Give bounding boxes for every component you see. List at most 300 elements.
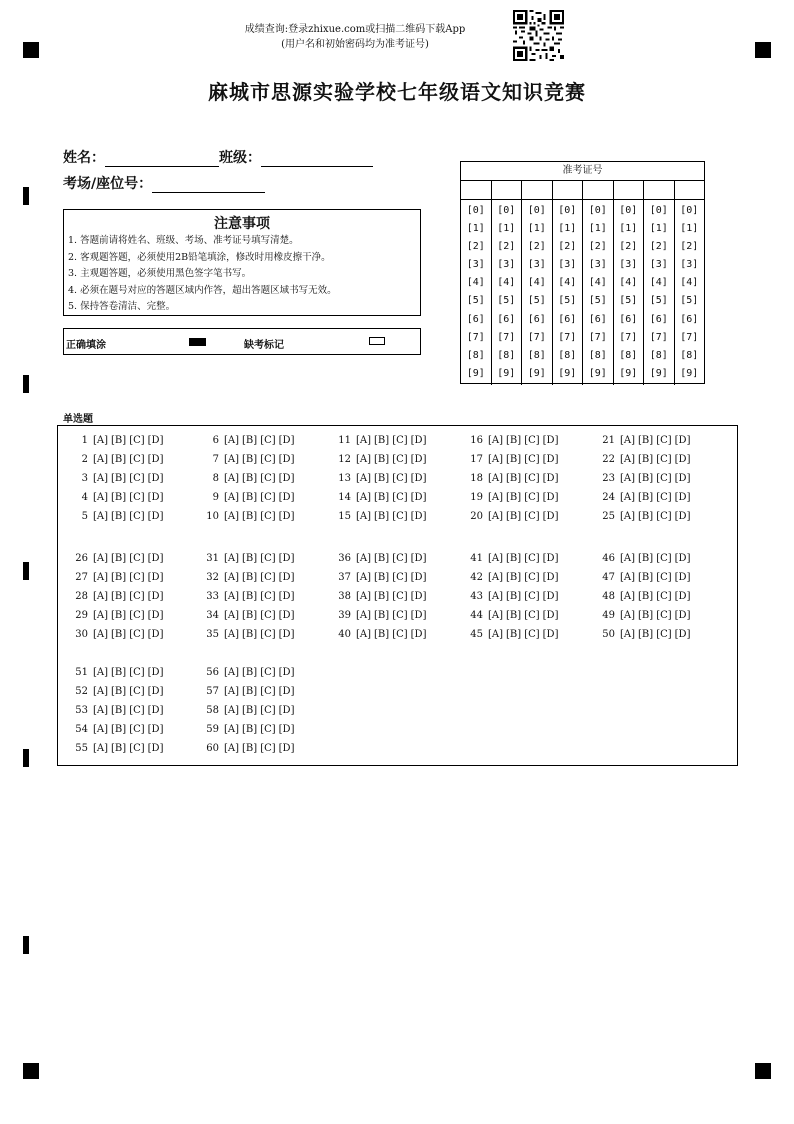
digit-bubble[interactable]: [7] — [527, 331, 546, 343]
option-bubble[interactable]: [D] — [147, 435, 164, 446]
option-bubble[interactable]: [D] — [147, 724, 164, 735]
option-bubble[interactable]: [B] — [242, 705, 258, 716]
option-bubble[interactable]: [D] — [410, 610, 427, 621]
option-bubble[interactable]: [A] — [93, 629, 109, 640]
digit-bubble[interactable]: [0] — [619, 205, 638, 216]
admission-digit-box[interactable] — [492, 181, 523, 199]
option-bubble[interactable]: [A] — [620, 454, 636, 465]
option-bubble[interactable]: [C] — [656, 591, 672, 602]
digit-bubble[interactable]: [6] — [619, 313, 638, 325]
option-bubble[interactable]: [B] — [374, 435, 390, 446]
option-bubble[interactable]: [D] — [278, 610, 295, 621]
option-bubble[interactable]: [A] — [488, 435, 504, 446]
option-bubble[interactable]: [D] — [410, 492, 427, 503]
option-bubble[interactable]: [B] — [638, 435, 654, 446]
option-bubble[interactable]: [A] — [93, 553, 109, 564]
option-bubble[interactable]: [D] — [674, 473, 691, 484]
option-bubble[interactable]: [C] — [260, 591, 276, 602]
option-bubble[interactable]: [A] — [356, 435, 372, 446]
option-bubble[interactable]: [C] — [129, 667, 145, 678]
class-field[interactable] — [261, 152, 373, 167]
option-bubble[interactable]: [C] — [392, 435, 408, 446]
digit-bubble[interactable]: [9] — [680, 367, 699, 379]
option-bubble[interactable]: [C] — [260, 667, 276, 678]
digit-bubble[interactable]: [7] — [558, 331, 577, 343]
option-bubble[interactable]: [D] — [147, 553, 164, 564]
digit-bubble[interactable]: [1] — [466, 223, 485, 235]
option-bubble[interactable]: [A] — [356, 572, 372, 583]
option-bubble[interactable]: [D] — [147, 572, 164, 583]
option-bubble[interactable]: [A] — [488, 572, 504, 583]
admission-digit-box[interactable] — [522, 181, 553, 199]
option-bubble[interactable]: [D] — [147, 610, 164, 621]
option-bubble[interactable]: [A] — [488, 610, 504, 621]
digit-bubble[interactable]: [3] — [588, 259, 607, 271]
option-bubble[interactable]: [A] — [356, 492, 372, 503]
option-bubble[interactable]: [D] — [278, 743, 295, 754]
option-bubble[interactable]: [C] — [260, 572, 276, 583]
option-bubble[interactable]: [B] — [506, 572, 522, 583]
digit-bubble[interactable]: [0] — [466, 205, 485, 216]
option-bubble[interactable]: [C] — [260, 553, 276, 564]
digit-bubble[interactable]: [1] — [527, 223, 546, 235]
option-bubble[interactable]: [D] — [410, 629, 427, 640]
option-bubble[interactable]: [B] — [506, 629, 522, 640]
option-bubble[interactable]: [C] — [656, 473, 672, 484]
option-bubble[interactable]: [A] — [224, 724, 240, 735]
option-bubble[interactable]: [C] — [260, 743, 276, 754]
option-bubble[interactable]: [B] — [638, 610, 654, 621]
option-bubble[interactable]: [B] — [374, 572, 390, 583]
option-bubble[interactable]: [B] — [374, 553, 390, 564]
option-bubble[interactable]: [C] — [129, 705, 145, 716]
digit-bubble[interactable]: [4] — [619, 277, 638, 289]
option-bubble[interactable]: [D] — [542, 591, 559, 602]
digit-bubble[interactable]: [9] — [588, 367, 607, 379]
option-bubble[interactable]: [A] — [224, 492, 240, 503]
digit-bubble[interactable]: [7] — [497, 331, 516, 343]
option-bubble[interactable]: [D] — [410, 454, 427, 465]
option-bubble[interactable]: [C] — [129, 591, 145, 602]
option-bubble[interactable]: [B] — [242, 686, 258, 697]
option-bubble[interactable]: [A] — [488, 473, 504, 484]
option-bubble[interactable]: [A] — [224, 435, 240, 446]
option-bubble[interactable]: [B] — [506, 610, 522, 621]
option-bubble[interactable]: [A] — [224, 629, 240, 640]
option-bubble[interactable]: [A] — [620, 629, 636, 640]
option-bubble[interactable]: [D] — [410, 511, 427, 522]
digit-bubble[interactable]: [2] — [466, 241, 485, 253]
option-bubble[interactable]: [A] — [93, 743, 109, 754]
option-bubble[interactable]: [B] — [111, 705, 127, 716]
digit-bubble[interactable]: [9] — [649, 367, 668, 379]
option-bubble[interactable]: [C] — [656, 572, 672, 583]
option-bubble[interactable]: [C] — [129, 454, 145, 465]
digit-bubble[interactable]: [3] — [649, 259, 668, 271]
option-bubble[interactable]: [D] — [278, 492, 295, 503]
option-bubble[interactable]: [C] — [392, 492, 408, 503]
option-bubble[interactable]: [D] — [542, 553, 559, 564]
digit-bubble[interactable]: [8] — [497, 349, 516, 361]
digit-bubble[interactable]: [5] — [649, 295, 668, 307]
option-bubble[interactable]: [D] — [147, 473, 164, 484]
option-bubble[interactable]: [A] — [224, 667, 240, 678]
seat-field[interactable] — [152, 178, 265, 193]
option-bubble[interactable]: [D] — [542, 454, 559, 465]
option-bubble[interactable]: [A] — [93, 492, 109, 503]
option-bubble[interactable]: [B] — [242, 492, 258, 503]
option-bubble[interactable]: [C] — [524, 435, 540, 446]
option-bubble[interactable]: [B] — [242, 667, 258, 678]
digit-bubble[interactable]: [8] — [466, 349, 485, 361]
option-bubble[interactable]: [A] — [356, 629, 372, 640]
option-bubble[interactable]: [A] — [488, 492, 504, 503]
qr-code-icon[interactable] — [513, 10, 564, 61]
option-bubble[interactable]: [D] — [278, 511, 295, 522]
digit-bubble[interactable]: [1] — [619, 223, 638, 235]
option-bubble[interactable]: [B] — [506, 511, 522, 522]
option-bubble[interactable]: [B] — [638, 511, 654, 522]
digit-bubble[interactable]: [6] — [497, 313, 516, 325]
option-bubble[interactable]: [D] — [278, 572, 295, 583]
digit-bubble[interactable]: [9] — [527, 367, 546, 379]
option-bubble[interactable]: [C] — [260, 629, 276, 640]
option-bubble[interactable]: [D] — [278, 686, 295, 697]
digit-bubble[interactable]: [8] — [558, 349, 577, 361]
digit-bubble[interactable]: [2] — [527, 241, 546, 253]
option-bubble[interactable]: [A] — [93, 572, 109, 583]
option-bubble[interactable]: [A] — [488, 629, 504, 640]
digit-bubble[interactable]: [7] — [649, 331, 668, 343]
option-bubble[interactable]: [D] — [410, 473, 427, 484]
option-bubble[interactable]: [A] — [488, 591, 504, 602]
option-bubble[interactable]: [A] — [224, 511, 240, 522]
option-bubble[interactable]: [D] — [147, 454, 164, 465]
digit-bubble[interactable]: [3] — [558, 259, 577, 271]
digit-bubble[interactable]: [0] — [680, 205, 699, 216]
option-bubble[interactable]: [D] — [542, 511, 559, 522]
option-bubble[interactable]: [C] — [524, 553, 540, 564]
option-bubble[interactable]: [D] — [542, 473, 559, 484]
option-bubble[interactable]: [C] — [656, 610, 672, 621]
digit-bubble[interactable]: [4] — [680, 277, 699, 289]
option-bubble[interactable]: [D] — [410, 591, 427, 602]
digit-bubble[interactable]: [7] — [466, 331, 485, 343]
option-bubble[interactable]: [B] — [242, 591, 258, 602]
admission-digit-box[interactable] — [461, 181, 492, 199]
option-bubble[interactable]: [B] — [242, 743, 258, 754]
option-bubble[interactable]: [C] — [524, 473, 540, 484]
option-bubble[interactable]: [B] — [111, 610, 127, 621]
option-bubble[interactable]: [C] — [392, 473, 408, 484]
option-bubble[interactable]: [C] — [524, 454, 540, 465]
option-bubble[interactable]: [C] — [129, 629, 145, 640]
digit-bubble[interactable]: [3] — [619, 259, 638, 271]
digit-bubble[interactable]: [8] — [649, 349, 668, 361]
option-bubble[interactable]: [D] — [147, 511, 164, 522]
option-bubble[interactable]: [A] — [93, 667, 109, 678]
option-bubble[interactable]: [D] — [542, 435, 559, 446]
digit-bubble[interactable]: [4] — [497, 277, 516, 289]
digit-bubble[interactable]: [5] — [466, 295, 485, 307]
digit-bubble[interactable]: [6] — [588, 313, 607, 325]
option-bubble[interactable]: [B] — [111, 667, 127, 678]
option-bubble[interactable]: [D] — [278, 435, 295, 446]
option-bubble[interactable]: [A] — [620, 511, 636, 522]
option-bubble[interactable]: [D] — [278, 591, 295, 602]
option-bubble[interactable]: [B] — [638, 473, 654, 484]
option-bubble[interactable]: [A] — [93, 511, 109, 522]
option-bubble[interactable]: [D] — [147, 667, 164, 678]
option-bubble[interactable]: [C] — [260, 454, 276, 465]
option-bubble[interactable]: [C] — [524, 629, 540, 640]
option-bubble[interactable]: [D] — [278, 667, 295, 678]
digit-bubble[interactable]: [5] — [527, 295, 546, 307]
option-bubble[interactable]: [D] — [674, 435, 691, 446]
digit-bubble[interactable]: [0] — [649, 205, 668, 216]
option-bubble[interactable]: [A] — [620, 473, 636, 484]
option-bubble[interactable]: [C] — [656, 553, 672, 564]
digit-bubble[interactable]: [1] — [588, 223, 607, 235]
option-bubble[interactable]: [C] — [129, 610, 145, 621]
option-bubble[interactable]: [C] — [656, 435, 672, 446]
option-bubble[interactable]: [C] — [656, 629, 672, 640]
option-bubble[interactable]: [B] — [374, 492, 390, 503]
option-bubble[interactable]: [C] — [129, 686, 145, 697]
digit-bubble[interactable]: [0] — [558, 205, 577, 216]
option-bubble[interactable]: [B] — [111, 724, 127, 735]
digit-bubble[interactable]: [9] — [558, 367, 577, 379]
digit-bubble[interactable]: [4] — [649, 277, 668, 289]
option-bubble[interactable]: [B] — [111, 629, 127, 640]
option-bubble[interactable]: [A] — [224, 686, 240, 697]
option-bubble[interactable]: [A] — [620, 591, 636, 602]
digit-bubble[interactable]: [3] — [680, 259, 699, 271]
option-bubble[interactable]: [A] — [224, 591, 240, 602]
option-bubble[interactable]: [D] — [542, 572, 559, 583]
absent-mark-box[interactable] — [369, 337, 385, 345]
digit-bubble[interactable]: [5] — [619, 295, 638, 307]
option-bubble[interactable]: [D] — [278, 724, 295, 735]
option-bubble[interactable]: [D] — [278, 705, 295, 716]
option-bubble[interactable]: [B] — [242, 724, 258, 735]
digit-bubble[interactable]: [0] — [527, 205, 546, 216]
digit-bubble[interactable]: [9] — [619, 367, 638, 379]
option-bubble[interactable]: [A] — [356, 610, 372, 621]
option-bubble[interactable]: [B] — [111, 572, 127, 583]
option-bubble[interactable]: [C] — [260, 435, 276, 446]
option-bubble[interactable]: [A] — [93, 473, 109, 484]
option-bubble[interactable]: [D] — [147, 705, 164, 716]
option-bubble[interactable]: [A] — [93, 454, 109, 465]
option-bubble[interactable]: [A] — [620, 492, 636, 503]
admission-digit-box[interactable] — [644, 181, 675, 199]
option-bubble[interactable]: [A] — [224, 610, 240, 621]
option-bubble[interactable]: [D] — [674, 454, 691, 465]
option-bubble[interactable]: [A] — [93, 724, 109, 735]
option-bubble[interactable]: [A] — [224, 473, 240, 484]
option-bubble[interactable]: [B] — [111, 473, 127, 484]
admission-digit-box[interactable] — [553, 181, 584, 199]
digit-bubble[interactable]: [5] — [497, 295, 516, 307]
option-bubble[interactable]: [A] — [620, 553, 636, 564]
digit-bubble[interactable]: [2] — [649, 241, 668, 253]
option-bubble[interactable]: [C] — [656, 511, 672, 522]
option-bubble[interactable]: [C] — [260, 473, 276, 484]
option-bubble[interactable]: [D] — [674, 629, 691, 640]
option-bubble[interactable]: [C] — [260, 492, 276, 503]
option-bubble[interactable]: [A] — [620, 435, 636, 446]
option-bubble[interactable]: [C] — [524, 511, 540, 522]
option-bubble[interactable]: [D] — [410, 572, 427, 583]
option-bubble[interactable]: [B] — [638, 454, 654, 465]
option-bubble[interactable]: [A] — [224, 743, 240, 754]
digit-bubble[interactable]: [8] — [680, 349, 699, 361]
digit-bubble[interactable]: [9] — [466, 367, 485, 379]
option-bubble[interactable]: [B] — [111, 591, 127, 602]
option-bubble[interactable]: [C] — [260, 686, 276, 697]
digit-bubble[interactable]: [2] — [680, 241, 699, 253]
option-bubble[interactable]: [A] — [488, 454, 504, 465]
digit-bubble[interactable]: [5] — [588, 295, 607, 307]
option-bubble[interactable]: [D] — [542, 610, 559, 621]
option-bubble[interactable]: [B] — [506, 435, 522, 446]
digit-bubble[interactable]: [8] — [527, 349, 546, 361]
option-bubble[interactable]: [D] — [278, 473, 295, 484]
option-bubble[interactable]: [B] — [506, 492, 522, 503]
digit-bubble[interactable]: [1] — [649, 223, 668, 235]
option-bubble[interactable]: [B] — [638, 553, 654, 564]
option-bubble[interactable]: [D] — [542, 629, 559, 640]
digit-bubble[interactable]: [6] — [466, 313, 485, 325]
digit-bubble[interactable]: [4] — [558, 277, 577, 289]
option-bubble[interactable]: [D] — [278, 629, 295, 640]
option-bubble[interactable]: [C] — [129, 743, 145, 754]
option-bubble[interactable]: [C] — [129, 511, 145, 522]
option-bubble[interactable]: [C] — [656, 492, 672, 503]
option-bubble[interactable]: [B] — [242, 572, 258, 583]
digit-bubble[interactable]: [3] — [466, 259, 485, 271]
option-bubble[interactable]: [C] — [260, 610, 276, 621]
admission-digit-box[interactable] — [583, 181, 614, 199]
digit-bubble[interactable]: [4] — [588, 277, 607, 289]
option-bubble[interactable]: [D] — [147, 686, 164, 697]
option-bubble[interactable]: [C] — [392, 572, 408, 583]
digit-bubble[interactable]: [5] — [680, 295, 699, 307]
option-bubble[interactable]: [C] — [129, 724, 145, 735]
option-bubble[interactable]: [B] — [242, 629, 258, 640]
option-bubble[interactable]: [D] — [542, 492, 559, 503]
option-bubble[interactable]: [C] — [260, 705, 276, 716]
option-bubble[interactable]: [B] — [374, 591, 390, 602]
digit-bubble[interactable]: [8] — [619, 349, 638, 361]
option-bubble[interactable]: [A] — [93, 591, 109, 602]
option-bubble[interactable]: [C] — [392, 610, 408, 621]
option-bubble[interactable]: [D] — [147, 591, 164, 602]
option-bubble[interactable]: [D] — [674, 572, 691, 583]
option-bubble[interactable]: [B] — [374, 610, 390, 621]
option-bubble[interactable]: [A] — [356, 473, 372, 484]
digit-bubble[interactable]: [6] — [527, 313, 546, 325]
option-bubble[interactable]: [A] — [620, 572, 636, 583]
option-bubble[interactable]: [C] — [524, 610, 540, 621]
option-bubble[interactable]: [B] — [506, 591, 522, 602]
option-bubble[interactable]: [C] — [129, 435, 145, 446]
digit-bubble[interactable]: [6] — [680, 313, 699, 325]
option-bubble[interactable]: [B] — [506, 553, 522, 564]
option-bubble[interactable]: [B] — [242, 553, 258, 564]
option-bubble[interactable]: [B] — [242, 511, 258, 522]
option-bubble[interactable]: [D] — [278, 454, 295, 465]
digit-bubble[interactable]: [5] — [558, 295, 577, 307]
digit-bubble[interactable]: [2] — [558, 241, 577, 253]
option-bubble[interactable]: [B] — [506, 454, 522, 465]
digit-bubble[interactable]: [0] — [497, 205, 516, 216]
digit-bubble[interactable]: [7] — [588, 331, 607, 343]
option-bubble[interactable]: [A] — [356, 454, 372, 465]
option-bubble[interactable]: [D] — [278, 553, 295, 564]
option-bubble[interactable]: [D] — [147, 743, 164, 754]
option-bubble[interactable]: [A] — [93, 435, 109, 446]
digit-bubble[interactable]: [1] — [558, 223, 577, 235]
option-bubble[interactable]: [B] — [638, 572, 654, 583]
option-bubble[interactable]: [B] — [111, 454, 127, 465]
option-bubble[interactable]: [A] — [224, 553, 240, 564]
option-bubble[interactable]: [C] — [260, 724, 276, 735]
name-field[interactable] — [105, 152, 219, 167]
option-bubble[interactable]: [C] — [392, 454, 408, 465]
admission-digit-box[interactable] — [675, 181, 705, 199]
digit-bubble[interactable]: [7] — [680, 331, 699, 343]
option-bubble[interactable]: [C] — [129, 473, 145, 484]
option-bubble[interactable]: [B] — [111, 686, 127, 697]
option-bubble[interactable]: [B] — [111, 511, 127, 522]
option-bubble[interactable]: [A] — [224, 705, 240, 716]
option-bubble[interactable]: [B] — [111, 743, 127, 754]
option-bubble[interactable]: [A] — [93, 610, 109, 621]
option-bubble[interactable]: [A] — [224, 454, 240, 465]
option-bubble[interactable]: [B] — [242, 435, 258, 446]
option-bubble[interactable]: [B] — [242, 610, 258, 621]
option-bubble[interactable]: [B] — [374, 511, 390, 522]
option-bubble[interactable]: [A] — [224, 572, 240, 583]
option-bubble[interactable]: [C] — [524, 572, 540, 583]
option-bubble[interactable]: [B] — [638, 591, 654, 602]
option-bubble[interactable]: [D] — [674, 591, 691, 602]
digit-bubble[interactable]: [6] — [558, 313, 577, 325]
digit-bubble[interactable]: [2] — [497, 241, 516, 253]
option-bubble[interactable]: [B] — [506, 473, 522, 484]
option-bubble[interactable]: [D] — [410, 435, 427, 446]
option-bubble[interactable]: [C] — [524, 492, 540, 503]
option-bubble[interactable]: [B] — [242, 473, 258, 484]
option-bubble[interactable]: [D] — [674, 610, 691, 621]
option-bubble[interactable]: [B] — [374, 454, 390, 465]
option-bubble[interactable]: [C] — [260, 511, 276, 522]
option-bubble[interactable]: [A] — [356, 553, 372, 564]
digit-bubble[interactable]: [7] — [619, 331, 638, 343]
option-bubble[interactable]: [C] — [392, 511, 408, 522]
admission-digit-box[interactable] — [614, 181, 645, 199]
option-bubble[interactable]: [C] — [129, 492, 145, 503]
option-bubble[interactable]: [D] — [147, 492, 164, 503]
option-bubble[interactable]: [A] — [93, 705, 109, 716]
digit-bubble[interactable]: [8] — [588, 349, 607, 361]
option-bubble[interactable]: [B] — [638, 492, 654, 503]
option-bubble[interactable]: [C] — [129, 572, 145, 583]
option-bubble[interactable]: [C] — [392, 629, 408, 640]
option-bubble[interactable]: [C] — [392, 591, 408, 602]
